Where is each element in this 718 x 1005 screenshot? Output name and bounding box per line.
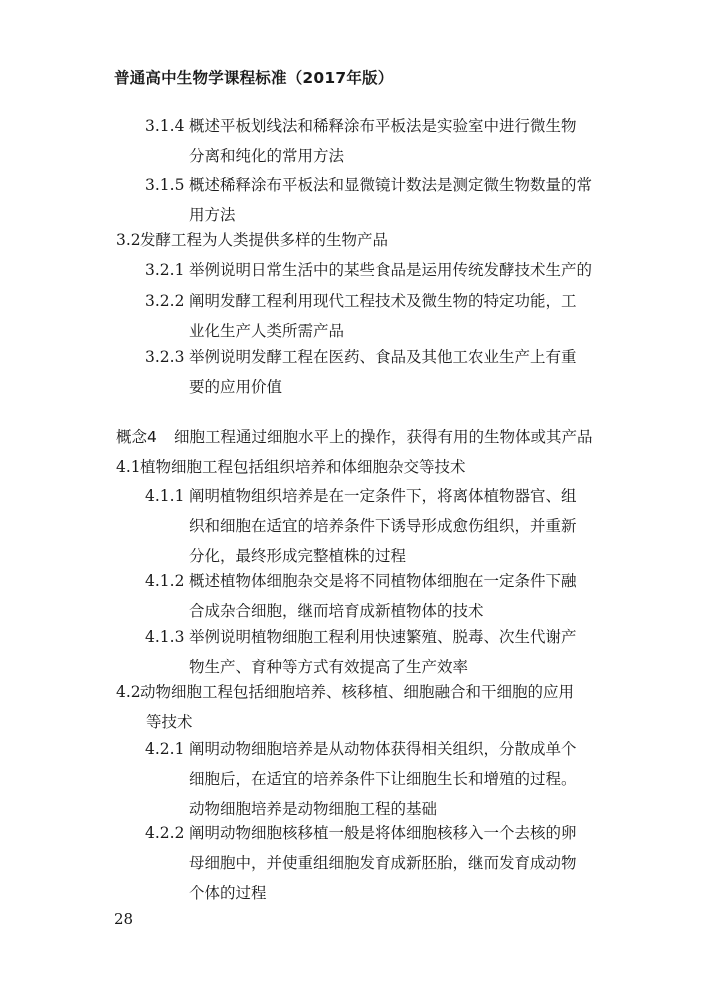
item-text: 阐明动物细胞培养是从动物体获得相关组织，分散成单个 bbox=[189, 740, 577, 758]
running-header: 普通高中生物学课程标准（2017年版） bbox=[114, 69, 394, 87]
section-3-2 bbox=[116, 225, 388, 255]
item-text: 阐明植物组织培养是在一定条件下，将离体植物器官、组 bbox=[189, 487, 577, 505]
item-number: 4.1.3 bbox=[145, 628, 185, 646]
item-text: 举例说明日常生活中的某些食品是运用传统发酵技术生产的 bbox=[189, 261, 593, 279]
item-number: 4.2 bbox=[116, 683, 141, 701]
item-number: 4.1 bbox=[116, 458, 141, 476]
section-3-2-3 bbox=[145, 342, 577, 402]
item-text: 举例说明植物细胞工程利用快速繁殖、脱毒、次生代谢产 bbox=[189, 628, 577, 646]
concept-number: 概念4 bbox=[116, 428, 157, 446]
item-text: 动物细胞培养是动物细胞工程的基础 bbox=[189, 800, 438, 818]
item-text: 分化，最终形成完整植株的过程 bbox=[189, 547, 407, 565]
item-number: 3.1.5 bbox=[145, 176, 185, 194]
item-text: 植物细胞工程包括组织培养和体细胞杂交等技术 bbox=[140, 458, 466, 476]
item-text: 要的应用价值 bbox=[189, 378, 283, 396]
concept-text: 细胞工程通过细胞水平上的操作，获得有用的生物体或其产品 bbox=[174, 428, 593, 446]
section-3-1-5 bbox=[145, 170, 592, 230]
item-number: 4.2.1 bbox=[145, 740, 185, 758]
item-text: 业化生产人类所需产品 bbox=[189, 322, 345, 340]
item-text: 概述植物体细胞杂交是将不同植物体细胞在一定条件下融 bbox=[189, 572, 577, 590]
section-3-1-4 bbox=[145, 111, 577, 171]
section-4-2-1 bbox=[145, 734, 577, 824]
item-text: 母细胞中，并使重组细胞发育成新胚胎，继而发育成动物 bbox=[189, 854, 577, 872]
item-number: 3.2.1 bbox=[145, 261, 185, 279]
item-text: 用方法 bbox=[189, 206, 236, 224]
item-text: 等技术 bbox=[146, 713, 193, 731]
item-number: 3.1.4 bbox=[145, 117, 185, 135]
section-4-2 bbox=[116, 677, 574, 737]
item-text: 分离和纯化的常用方法 bbox=[189, 147, 345, 165]
item-text: 物生产、育种等方式有效提高了生产效率 bbox=[189, 658, 469, 676]
section-4-1-2 bbox=[145, 566, 577, 626]
page-number: 28 bbox=[114, 910, 134, 928]
item-text: 阐明发酵工程利用现代工程技术及微生物的特定功能，工 bbox=[189, 292, 577, 310]
item-number: 3.2.2 bbox=[145, 292, 185, 310]
section-3-2-2 bbox=[145, 286, 577, 346]
item-text: 合成杂合细胞，继而培育成新植物体的技术 bbox=[189, 602, 484, 620]
item-text: 概述平板划线法和稀释涂布平板法是实验室中进行微生物 bbox=[189, 117, 577, 135]
item-text: 举例说明发酵工程在医药、食品及其他工农业生产上有重 bbox=[189, 348, 577, 366]
section-3-2-1 bbox=[145, 255, 592, 285]
section-4-2-2 bbox=[145, 818, 577, 908]
item-text: 发酵工程为人类提供多样的生物产品 bbox=[140, 231, 389, 249]
item-text: 细胞后，在适宜的培养条件下让细胞生长和增殖的过程。 bbox=[189, 770, 577, 788]
item-text: 动物细胞工程包括细胞培养、核移植、细胞融合和干细胞的应用 bbox=[140, 683, 575, 701]
item-number: 4.2.2 bbox=[145, 824, 185, 842]
section-4-1-1 bbox=[145, 481, 577, 571]
item-text: 阐明动物细胞核移植一般是将体细胞核移入一个去核的卵 bbox=[189, 824, 577, 842]
concept-heading bbox=[116, 425, 593, 449]
item-number: 3.2 bbox=[116, 231, 141, 249]
item-number: 4.1.1 bbox=[145, 487, 185, 505]
item-text: 织和细胞在适宜的培养条件下诱导形成愈伤组织，并重新 bbox=[189, 517, 577, 535]
section-4-1 bbox=[116, 452, 466, 482]
item-number: 4.1.2 bbox=[145, 572, 185, 590]
item-number: 3.2.3 bbox=[145, 348, 185, 366]
section-4-1-3 bbox=[145, 622, 577, 682]
item-text: 个体的过程 bbox=[189, 884, 267, 902]
item-text: 概述稀释涂布平板法和显微镜计数法是测定微生物数量的常 bbox=[189, 176, 593, 194]
